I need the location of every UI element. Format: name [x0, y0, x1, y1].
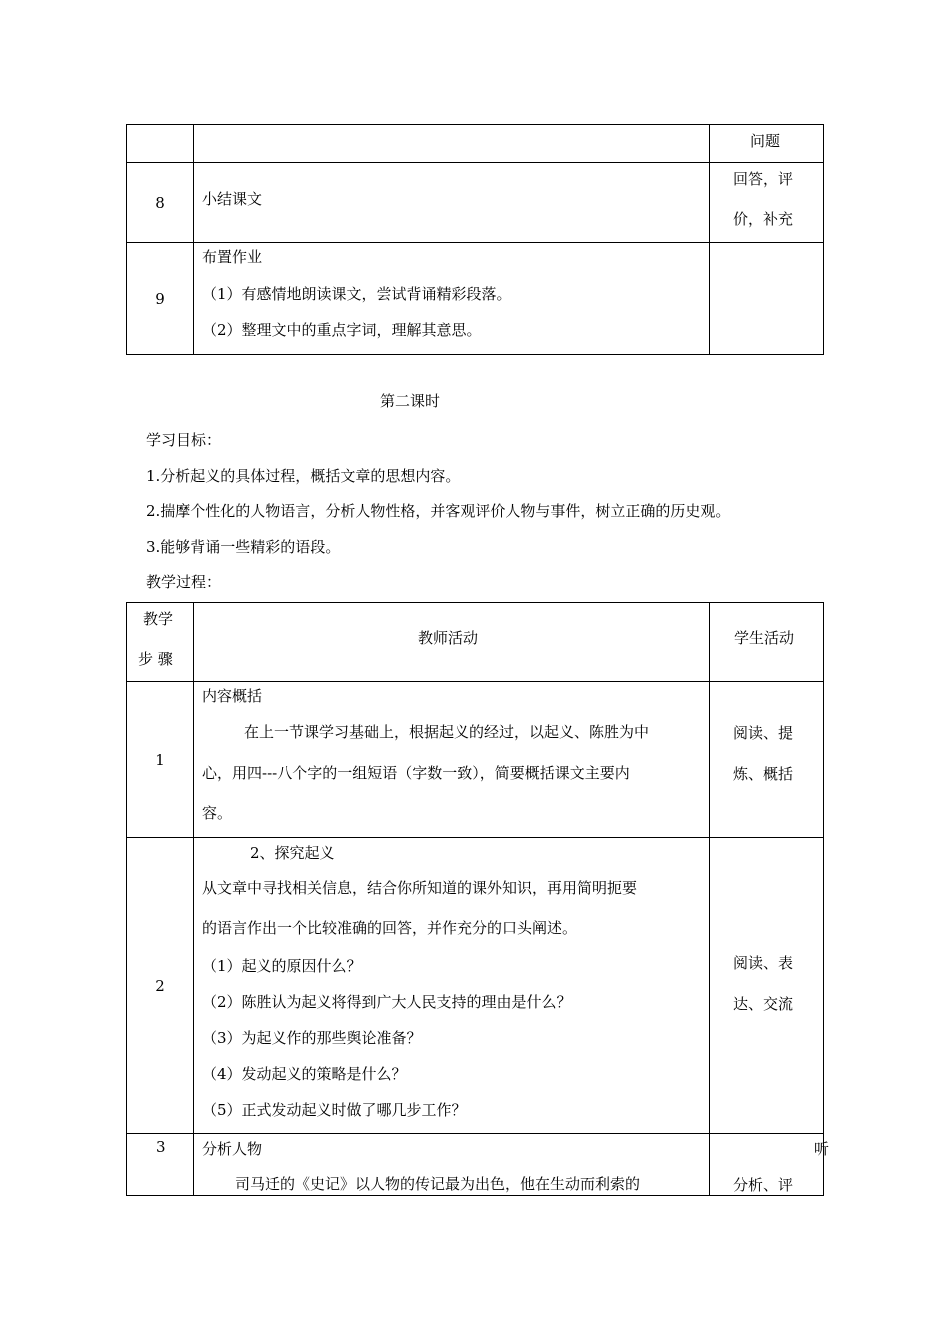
student-activity-line: 炼、概括 [733, 765, 794, 783]
student-activity-line: 阅读、提 [733, 724, 794, 742]
student-activity-text: 问题 [750, 132, 781, 150]
objectives-heading: 学习目标： [146, 431, 222, 449]
teacher-activity-line: 司马迁的《史记》以人物的传记最为出色，他在生动而利索的 [235, 1175, 641, 1193]
header-teacher-label: 教师活动 [418, 629, 479, 647]
header-teacher-cell [194, 603, 710, 682]
lesson-table-part1 [126, 124, 824, 355]
student-activity-cell [710, 682, 824, 838]
table-row [127, 1134, 824, 1196]
section-title: 第二课时 [380, 392, 441, 410]
teacher-activity-line: 的语言作出一个比较准确的回答，并作充分的口头阐述。 [202, 919, 578, 937]
step-number: 9 [127, 243, 194, 355]
student-activity-cell [710, 163, 824, 243]
teacher-activity-cell [194, 243, 710, 355]
student-activity-line: 分析、评 [733, 1176, 794, 1194]
student-activity-line: 达、交流 [733, 995, 794, 1013]
teacher-activity-line: （1）起义的原因什么？ [202, 957, 362, 975]
objective-item: 3.能够背诵一些精彩的语段。 [146, 538, 341, 556]
teacher-activity-line: 2、探究起义 [250, 844, 335, 862]
teacher-activity-line: （5）正式发动起义时做了哪几步工作？ [202, 1101, 467, 1119]
teacher-activity-line: 心，用四---八个字的一组短语（字数一致），简要概括课文主要内 [202, 764, 630, 782]
student-activity-cell [710, 243, 824, 355]
teacher-activity-line: 容。 [202, 804, 233, 822]
step-number: 2 [127, 838, 194, 1134]
teacher-activity-line: （2）陈胜认为起义将得到广大人民支持的理由是什么？ [202, 993, 572, 1011]
teacher-activity-line: 布置作业 [202, 248, 263, 266]
teacher-activity-text: 小结课文 [202, 190, 263, 208]
teacher-activity-line: 分析人物 [202, 1140, 263, 1158]
student-activity-line: 阅读、表 [733, 954, 794, 972]
teacher-activity-cell [194, 125, 710, 163]
header-step-label: 步 骤 [138, 650, 173, 668]
student-activity-line: 价，补充 [733, 210, 794, 228]
header-student-cell [710, 603, 824, 682]
student-activity-cell [710, 125, 824, 163]
objective-item: 2.揣摩个性化的人物语言，分析人物性格，并客观评价人物与事件，树立正确的历史观。 [146, 502, 731, 520]
step-cell [127, 125, 194, 163]
header-student-label: 学生活动 [734, 629, 795, 647]
teacher-activity-cell [194, 1134, 710, 1196]
table-row [127, 838, 824, 1134]
teacher-activity-line: （4）发动起义的策略是什么？ [202, 1065, 407, 1083]
teacher-activity-cell [194, 838, 710, 1134]
student-activity-line: 回答，评 [733, 170, 794, 188]
lesson-table-part2 [126, 602, 830, 1196]
student-activity-line: 听 [814, 1140, 830, 1158]
process-heading: 教学过程： [146, 573, 222, 591]
teacher-activity-cell [194, 163, 710, 243]
table-row [127, 682, 824, 838]
header-step-cell [127, 603, 194, 682]
teacher-activity-line: 在上一节课学习基础上，根据起义的经过，以起义、陈胜为中 [244, 723, 650, 741]
teacher-activity-line: 内容概括 [202, 687, 263, 705]
objective-item: 1.分析起义的具体过程，概括文章的思想内容。 [146, 467, 461, 485]
header-step-label: 教学 [143, 610, 174, 628]
teacher-activity-line: （2）整理文中的重点字词，理解其意思。 [202, 321, 482, 339]
step-number: 3 [156, 1138, 166, 1156]
step-cell [127, 1134, 194, 1196]
teacher-activity-line: （3）为起义作的那些舆论准备？ [202, 1029, 422, 1047]
table-header-row [127, 603, 824, 682]
teacher-activity-line: 从文章中寻找相关信息，结合你所知道的课外知识，再用简明扼要 [202, 879, 638, 897]
student-activity-cell [710, 838, 824, 1134]
step-number: 8 [127, 163, 194, 243]
step-number: 1 [127, 682, 194, 838]
student-activity-cell [710, 1134, 830, 1196]
teacher-activity-line: （1）有感情地朗读课文，尝试背诵精彩段落。 [202, 285, 512, 303]
teacher-activity-cell [194, 682, 710, 838]
